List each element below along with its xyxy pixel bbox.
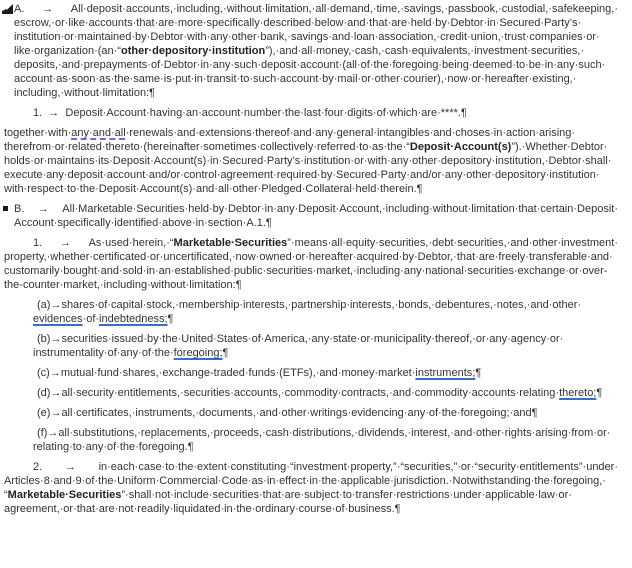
- section-a: [14, 2, 618, 100]
- text-run: ¶: [222, 347, 229, 359]
- text-run: Marketable·​Securities: [173, 237, 288, 249]
- sub-item-e: [33, 406, 618, 420]
- text-run: 2. → in·​each·​case·​to·​the·​extent·​constituting·​“investment·​property,”·​“securities,”·​or·​“security·​entitlements”·​under·​Articles·​8·​and·​9·​of·​the·​Uniform·​Commercial·​Code·​as·​in·​effect·​in·​the·​applicable·​jurisdiction.·​Notwithstanding·​the·​foregoing,·​“: [4, 461, 618, 501]
- item-2: [4, 460, 618, 516]
- paragraph-together-with: [4, 126, 618, 196]
- document-body: [4, 2, 618, 516]
- sub-item-c: [33, 366, 618, 380]
- text-run: Deposit·​Account(s): [409, 141, 512, 153]
- editor-suggestion-text[interactable]: any·​and·​all: [71, 127, 126, 139]
- text-run: 1. → As·​used·​herein,·​“: [33, 237, 174, 249]
- text-run: other·​depository·​institution: [121, 45, 266, 57]
- format-marker-square-icon: [3, 206, 8, 211]
- editor-suggestion-text[interactable]: thereto;: [559, 387, 597, 399]
- editor-suggestion-text[interactable]: indebtedness;: [99, 313, 168, 325]
- text-run: B. → All·​Marketable·​Securities·​held·​by·​Debtor·​in·​any·​Deposit·​Account,·​including·​without·​limitation·​that·​certain·​Deposit·​Account·​specifically·​identified·​above·​in·​section·​A.1.¶: [14, 203, 618, 229]
- item-a1: [33, 106, 618, 120]
- editor-suggestion-text[interactable]: foregoing;: [173, 347, 223, 359]
- text-run: ”·​means·​all·​equity·​securities,·​debt·​securities,·​and·​other·​investment·​property,·​whether·​certificated·​or·​uncertificated,·​now·​owned·​or·​hereafter·​acquired·​by·​Debtor,·​that·​are·​freely·​transferable·​and·​customarily·​bought·​and·​sold·​in·​an·​established·​public·​securities·​market,·​including·​any·​national·​securities·​exchange·​or·​over-the-counter·​market,·​including·​without·​limitation:¶: [4, 237, 618, 291]
- text-run: ”),·​and·​all·​money,·​cash,·​cash·​equivalents,·​investment·​securities,·​deposits,·​and·​prepayments·​of·​Debtor·​in·​any·​such·​deposit·​account·​(all·​of·​the·​foregoing·​being·​deemed·​to·​be·​in·​any·​such·​account·​as·​soon·​as·​the·​same·​is·​put·​in·​transit·​to·​such·​account·​by·​mail·​or·​other·​courier),·​now·​or·​hereafter·​existing,·​including,·​without·​limitation:¶: [14, 45, 606, 99]
- text-run: ¶: [596, 387, 603, 399]
- text-run: (f)→all·​substitutions,·​replacements,·​proceeds,·​cash·​distributions,·​dividends,·​interest,·​and·​other·​rights·​arising·​from·​or·​relating·​to·​any·​of·​the·​foregoing.¶: [33, 427, 611, 453]
- text-run: (a)→shares·​of·​capital·​stock,·​membership·​interests,·​partnership·​interests,·​bonds,·​debentures,·​notes,·​and·​other·​: [37, 299, 582, 311]
- text-run: (b)→securities·​issued·​by·​the·​United·​States·​of·​America,·​any·​state·​or·​municipality·​thereof,·​or·​any·​agency·​or·​instrumentality·​of·​any·​of·​the·​: [33, 333, 564, 359]
- text-run: ·​renewals·​and·​extensions·​thereof·​and·​any·​general·​intangibles·​and·​choses·​in·​action·​arising·​therefrom·​or·​related·​thereto·​(hereinafter·​sometimes·​collectively·​referred·​to·​as·​the·​“: [4, 127, 576, 153]
- text-run: Marketable·​Securities: [7, 489, 122, 501]
- text-run: (d)→all·​security·​entitlements,·​securities·​accounts,·​commodity·​contracts,·​and·​commodity·​accounts·​relating·​: [37, 387, 560, 399]
- sub-item-d: [33, 386, 618, 400]
- text-run: ¶: [475, 367, 482, 379]
- text-run: ”·​shall·​not·​include·​securities·​that·​are·​subject·​to·​transfer·​restrictions·​under·​applicable·​law·​or·​agreement,·​or·​that·​are·​not·​readily·​liquidated·​in·​the·​ordinary·​course·​of·​business.¶: [4, 489, 572, 515]
- text-run: together·​with·​: [4, 127, 72, 139]
- sub-item-f: [33, 426, 618, 454]
- editor-suggestion-text[interactable]: evidences: [33, 313, 83, 325]
- text-run: 1. → Deposit·​Account·​having·​an·​account·​number·​the·​last·​four·​digits·​of·​which·​are·​****.¶: [33, 107, 467, 119]
- text-run: A. → All·​deposit·​accounts,·​including,·​without·​limitation,·​all·​demand,·​time,·​savings,·​passbook,·​custodial,·​safekeeping,·​escrow,·​or·​like·​accounts·​that·​are·​more·​specifically·​described·​below·​and·​that·​are·​held·​by·​Debtor·​in·​Secured·​Party’s·​institution·​or·​maintained·​by·​Debtor·​with·​any·​other·​bank,·​savings·​and·​loan·​association,·​credit·​union,·​trust·​companies·​or·​like·​organization·​(an·​“: [14, 3, 618, 57]
- sub-item-b: [33, 332, 618, 360]
- editor-suggestion-text[interactable]: instruments;: [415, 367, 476, 379]
- section-b: [14, 202, 618, 230]
- sub-item-a: [33, 298, 618, 326]
- text-run: ”).·​Whether·​Debtor·​holds·​or·​maintains·​its·​Deposit·​Account(s)·​in·​Secured·​Party’s·​institution·​or·​with·​any·​other·​depository·​institution,·​Debtor·​shall·​execute·​any·​deposit·​account·​and/or·​control·​agreement·​required·​by·​Secured·​Party·​and/or·​any·​other·​depository·​institution·​with·​respect·​to·​the·​Deposit·​Account(s)·​and·​all·​other·​Pledged·​Collateral·​held·​therein.¶: [4, 141, 612, 195]
- text-run: (e)→all·​certificates,·​instruments,·​documents,·​and·​other·​writings·​evidencing·​any·​of·​the·​foregoing;·​and¶: [37, 407, 538, 419]
- item-b1: [4, 236, 618, 292]
- text-run: ·​of·​: [82, 313, 100, 325]
- format-marker-triangle-icon: [2, 4, 13, 14]
- text-run: (c)→mutual·​fund·​shares,·​exchange-traded·​funds·​(ETFs),·​and·​money·​market·​: [37, 367, 416, 379]
- text-run: ¶: [167, 313, 174, 325]
